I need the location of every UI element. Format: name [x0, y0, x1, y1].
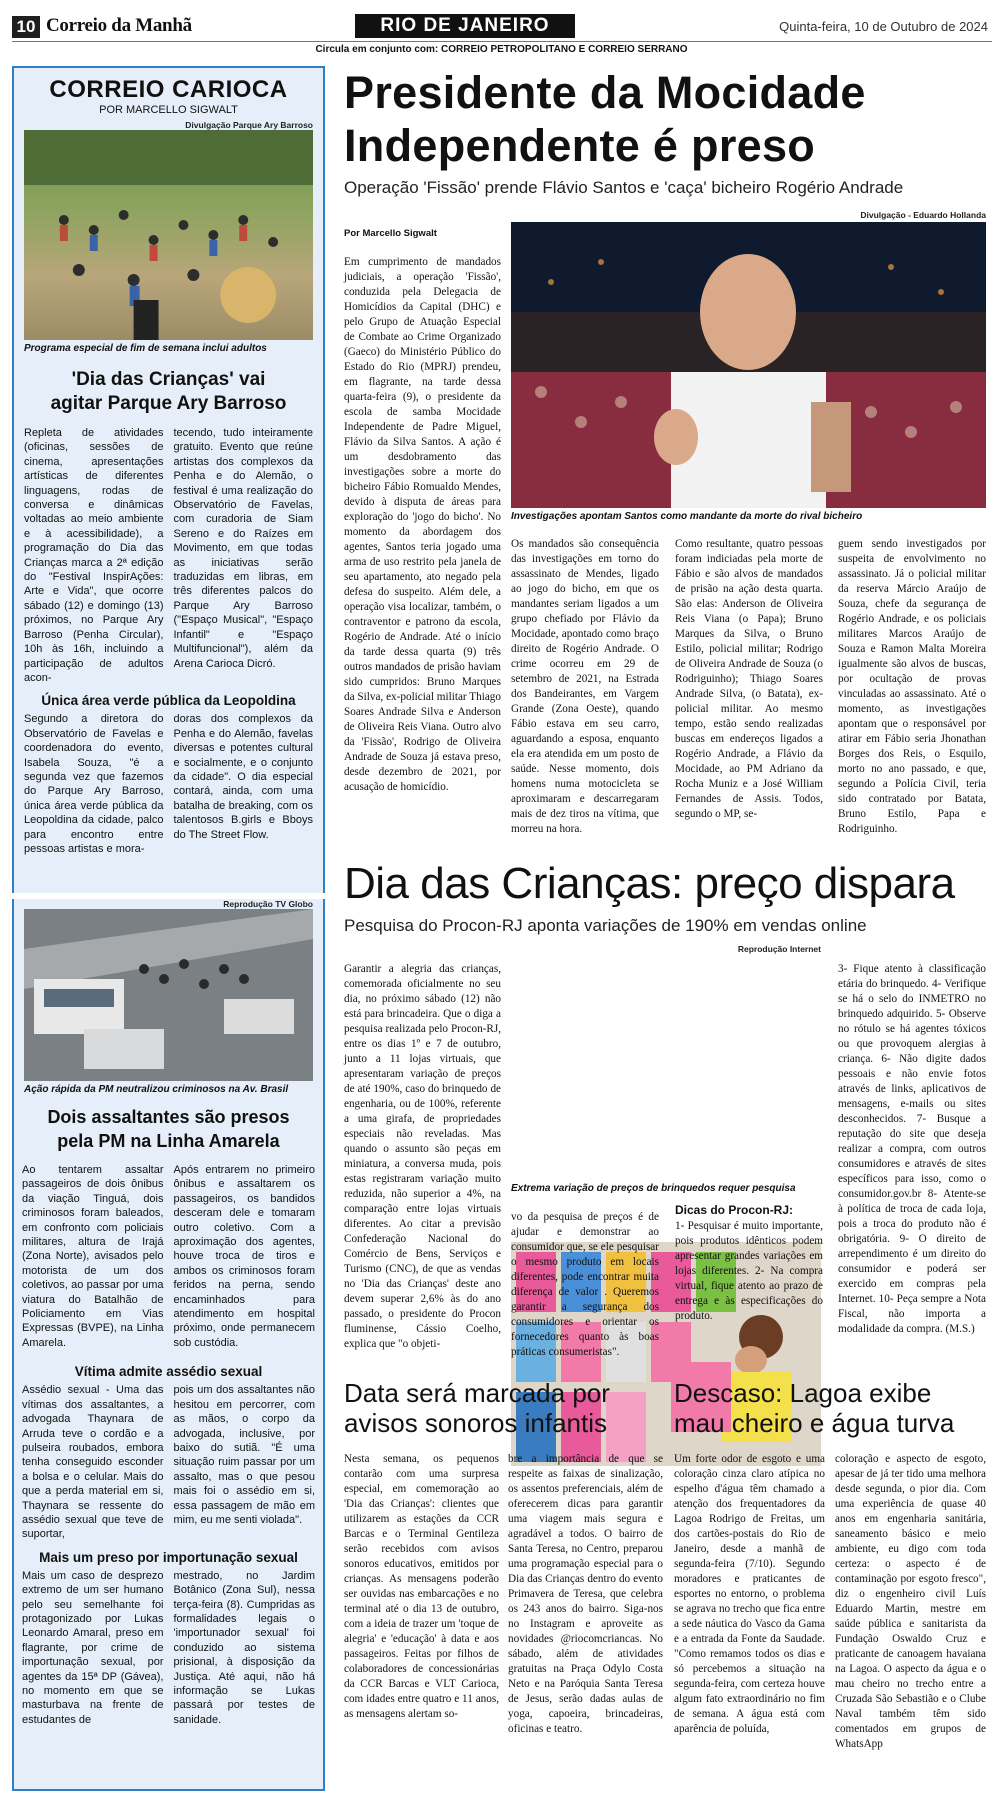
story2-col-3: 1- Pesquisar é muito importante, pois produtos idênticos podem apresentar grandes variações em lojas diferentes. 2- Na compra virtual, fique atento ao prazo de entrega e às especificações do produto.	[675, 1220, 823, 1322]
lead-col-1: Em cumprimento de mandados judiciais, a operação 'Fissão', conduzida pela Delegacia de Homicídios da Capital (DHC) e pelo Grupo de Atuação Especial de Combate ao Crime Organizado (Gaeco) do Ministério Público do Estado do Rio (MPRJ) prendeu, em flagrante, na tarde dessa quarta-feira (9), o presidente da escola de samba Mocidade Independente de Padre Miguel, Flávio da Silva Santos. A ação é um desdobramento das investigações sobre a morte do bicheiro Fábio Romualdo Mendes, devido à disputa de áreas para exploração do 'jogo do bicho'. No momento da abordagem dos agentes, Santos teria jogado uma arma de uso restrito pela janela de seu apartamento, ato negado pela defesa do suspeito. Além dele, a operação visa localizar, também, o contraventor e patrono da escola, Rogério de Andrade. Até o início da tarde dessa quarta (9) três outros mandados de prisão haviam sido cumpridos: Bruno Marques da Silva, ex-policial militar Thiago Soares Andrade Silva e Anderson de Oliveira Reis Viana. Outro alvo da 'Fissão', Rodrigo de Oliveira Andrade de Souza já estava preso, desde dezembro de 2021, por acusação de homicídio.	[344, 256, 501, 793]
lead-col-3: Como resultante, quatro pessoas foram indiciadas pela morte de Fábio e são alvos de mandados de prisão na ação desta quarta. São elas: Anderson de Oliveira Reis Viana (o Papa); Bruno Marques da Silva, o Bruno Estilo, policial militar; Rodrigo de Oliveira Andrade de Souza (o Rodriguinho); Thiago Soares Andrade Silva, (o Batata), ex-policial militar. Ao mesmo tempo, estão sendo realizadas buscas em endereços ligados a Rogério Andrade, a Flávio da Mocidade, ao PM Adriano da Rocha Muniz e a José William Fernandes de Assis. Todos, segundo o MP, se-	[675, 538, 823, 820]
photo-credit: Reprodução Internet	[737, 944, 821, 954]
samba-photo-illustration	[511, 222, 986, 508]
page-number: 10	[12, 16, 40, 38]
issue-date: Quinta-feira, 10 de Outubro de 2024	[779, 19, 988, 34]
highway-illustration	[24, 909, 313, 1081]
story4-col-1: Um forte odor de esgoto e uma coloração cinza claro atípica no espelho d'água têm chamado a atenção dos frequentadores da Lagoa Rodrigo de Freitas, um dos cartões-postais do Rio de Janeiro, desde a manhã de segunda-feira (7/10). Segundo moradores e praticantes de esportes no entorno, o problema se agrava no trecho que fica entre a sede náutica do Vasco da Gama e a entrada da Fonte da Saudade. "Como remamos todos os dias e só percebemos a situação na segunda-feira, com certeza houve algum fato extraordinário no fim de semana. A água está com aparência de poluída,	[674, 1453, 825, 1735]
subheading: Mais um preso por importunação sexual	[39, 1549, 298, 1565]
lead-subhead: Operação 'Fissão' prende Flávio Santos e 'caça' bicheiro Rogério Andrade	[344, 178, 904, 197]
police-photo	[24, 909, 313, 1081]
paper-name: Correio da Manhã	[46, 15, 192, 36]
lead-photo	[511, 222, 986, 508]
photo-caption: Ação rápida da PM neutralizou criminosos na Av. Brasil	[24, 1084, 289, 1095]
story-text: Mais um caso de desprezo extremo de um ser humano pelo seu semelhante foi protagonizado por Lukas Leonardo Amaral, preso em flagrante, por crime de importunação sexual, por agentes da 15ª DP (Gávea), no momento em que se masturbava na frente de estudantes de	[22, 1569, 164, 1726]
crowd-illustration	[24, 130, 313, 340]
story3-col-1: Nesta semana, os pequenos contarão com uma surpresa especial, em comemoração ao 'Dia das Crianças': clientes que utilizarem as estações da CCR Barcas e o Terminal Gentileza serão recebidos com avisos sonoros educativos, emitidos por crianças. As mensagens poderão ser ouvidas nas embarcações e no terminal até o dia 13 de outubro, com a ideia de trazer um 'toque de alegria' e 'educação' à data e aos passageiros. Feitas por filhos de colaboradores de concessionárias da CCR Barcas e VLT Carioca, com idades entre quatro e 11 anos, as mensagens alertam so-	[344, 1453, 499, 1720]
sidebar-story2	[14, 1105, 323, 1727]
story3-col-2: bre a importância de que se respeite as faixas de sinalização, os assentos preferenciais, além de oferecerem dicas para garantir uma viagem mais segura e agradável a todos. O bairro de Santa Teresa, no Centro, preparou uma programação especial para o Dia das Crianças dentro do evento Primavera de Teresa, que celebra os 243 anos do bairro. Siga-nos no Instagram e aproveite as novidades @riocomcriancas. No sábado, além de atividades gratuitas na Praça Odylo Costa Neto e na Paróquia Santa Teresa de Jesus, serão dadas aulas de yoga, capoeira, brincadeiras, oficinas e teatro.	[508, 1453, 663, 1735]
circulation-note: Circula em conjunto com: CORREIO PETROPOLITANO E CORREIO SERRANO	[315, 44, 688, 55]
lead-byline: Por Marcello Sigwalt	[344, 228, 437, 239]
story-text: Assédio sexual - Uma das vítimas dos assaltantes, a advogada Thaynara de Arruda teve o cordão e a pulseira roubados, embora tenha conseguido esconder a bolsa e o celular. Mais do que a perda material em si, Thaynara se ressente do assédio sexual que teve de suportar,	[22, 1384, 164, 1541]
tips-box	[675, 1203, 823, 1324]
lead-col-2: Os mandados são consequência das investigações em torno do assassinato de Mendes, ligado ao jogo do bicho, em que os mandantes seriam ligados a um grupo chefiado por Flávio da Mocidade, apontado como braço direito de Rogério Andrade. O crime ocorreu em 29 de setembro de 2021, na Estrada dos Bandeirantes, em Vargem Grande (Zona Oeste), quando Fábio estava em seu carro, aguardando a esposa, enquanto ela era atendida em um posto de saúde. Nesse momento, dois homens numa motocicleta se aproximaram e descarregaram mais de dez tiros na vítima, que morreu na hora.	[511, 538, 659, 835]
story-headline: Dois assaltantes são presos pela PM na Linha Amarela	[47, 1107, 290, 1151]
story-text: Repleta de atividades (oficinas, sessões de cinema, apresentações artísticas de diferentes linguagens, rodas de conversa e dinâmicas voltadas ao meio ambiente e à acessibilidade), a programação do Dia das Crianças marca a 2ª edição do "Festival InspirAções: Arte e Vida", que ocorre sábado (12) e domingo (13) próximos, no Parque Ary Barroso (Penha Circular), 10h às 16h, incluindo a participação de adultos acon-	[24, 427, 164, 684]
story2-col-2: vo da pesquisa de preços é de ajudar e demonstrar ao consumidor que, se ele pesquisar o mesmo produto em locais diferentes, pode encontrar muita diferença de valor . Queremos garantir a segurança dos consumidores e orientar os fornecedores quanto às boas práticas consumeristas".	[511, 1211, 659, 1358]
photo-caption: Investigações apontam Santos como mandante da morte do rival bicheiro	[511, 511, 863, 522]
sidebar-byline: POR MARCELLO SIGWALT	[99, 104, 238, 116]
story2-headline: Dia das Crianças: preço dispara	[344, 859, 955, 908]
story-text: tecendo, tudo inteiramente gratuito. Evento que reúne artistas dos complexos da Penha e do Alemão, o festival é uma realização do Observatório de Favelas, com curadoria de Siam Sereno e do Raízes em Movimento, em que todas as iniciativas serão traduzidas em libras, em três diferentes palcos do Parque Ary Barroso ("Espaço Musical", "Espaço Infantil" e "Espaço Multifuncional"), além da Arena Carioca Dicró.	[173, 427, 313, 670]
story2-col-1: Garantir a alegria das crianças, comemorada oficialmente no seu dia, no próximo sábado (12) não está para brincadeira. Que o diga a pesquisa realizada pelo Procon-RJ, entre os dias 1º e 7 de outubro, junto a 11 lojas virtuais, que apresentaram variação de preços de até 190%, caso do brinquedo de engenharia, ou de 100%, referente a uma girafa, de propriedades especiais não reveladas. Mas quando o assunto são peças em miniatura, a conversa muda, pois estas registraram variação muito reduzida, não superior a 4%, na comparação entre lojas virtuais diferentes. Ao citar a previsão Confederação Nacional do Comércio de Bens, Serviços e Turismo (CNC), de que as vendas no 'Dia das Crianças' deste ano devem superar 2,6% às do ano passado, o presidente do Procon fluminense, Cássio Coelho, explica que "o objeti-	[344, 963, 501, 1350]
photo-credit: Divulgação Parque Ary Barroso	[185, 120, 313, 130]
photo-credit: Reprodução TV Globo	[223, 899, 313, 909]
header-rule	[12, 41, 992, 42]
story-text: pois um dos assaltantes não hesitou em percorrer, com as mãos, o corpo da advogada, inclusive, por baixo do sutiã. "É uma situação ruim passar por um assalto, mas o que pesou mais foi o assédio em si, essa passagem de mão em mim, eu me senti violada".	[173, 1384, 315, 1526]
section-banner: RIO DE JANEIRO	[355, 14, 575, 38]
story-headline: 'Dia das Crianças' vai agitar Parque Ary Barroso	[50, 369, 287, 414]
subheading: Única área verde pública da Leopoldina	[41, 693, 296, 709]
masthead	[12, 14, 992, 40]
photo-caption: Programa especial de fim de semana inclui adultos	[24, 343, 267, 354]
lead-col-4: guem sendo investigados por suspeita de envolvimento no assassinato. Já o policial militar da reserva Márcio Araújo de Souza, chefe da segurança de Rogério Andrade, e os policiais militares Marcos Araújo de Souza e Ramon Malta Moreira igualmente são alvos de buscas, por ocultação de provas vinculadas ao assassinato. Até o momento, as investigações apontam que o responsável por atirar em Fábio seria Jhonathan Borges dos Reis, o Esquilo, morto no ano passado, e que, segundo a Polícia Civil, teria sido contratado por Batata, Bruno Estilo, Papa e Rodriguinho.	[838, 538, 986, 835]
sidebar-header	[14, 68, 323, 116]
story-text: Ao tentarem assaltar passageiros de dois ônibus da viação Tinguá, dois criminosos foram baleados, em confronto com policiais militares, altura de Irajá (Zona Norte), avisados pelo motorista de um dos coletivos, ao passar por uma viatura do Batalhão de Policiamento em Vias Expressas (BVPE), na Linha Amarela.	[22, 1164, 164, 1349]
story-text: mestrado, no Jardim Botânico (Zona Sul), nessa terça-feira (8). Cumpridas as formalidades legais o 'importunador sexual' foi conduzido ao sistema prisional, à disposição da Justiça. Até aqui, não há informação se Lukas passará por testes de sanidade.	[173, 1569, 315, 1726]
story-text: doras dos complexos da Penha e do Alemão, favelas diversas e potentes cultural e socialmente, e o conjunto da cidade". O dia especial contará, ainda, com uma batalha de breaking, com os talentosos B.girls e Bboys do The Street Flow.	[173, 713, 313, 841]
story-text: Após entrarem no primeiro ônibus e assaltarem os passageiros, os bandidos desceram dele e tomaram outro coletivo. Com a aproximação dos agentes, houve troca de tiros e ambos os criminosos foram feridos na perna, sendo encaminhados para atendimento em hospital próximo, onde permanecem sob custódia.	[173, 1164, 315, 1349]
sidebar-lower	[24, 899, 313, 1095]
story3-headline: Data será marcada por avisos sonoros infantis	[344, 1378, 610, 1438]
photo-credit: Divulgação - Eduardo Hollanda	[860, 210, 986, 220]
lead-headline: Presidente da Mocidade Independente é preso	[344, 67, 866, 171]
sidebar-title: CORREIO CARIOCA	[49, 76, 288, 103]
story2-subhead: Pesquisa do Procon-RJ aponta variações de 190% em vendas online	[344, 916, 867, 935]
park-photo	[24, 130, 313, 340]
story4-headline: Descaso: Lagoa exibe mau cheiro e água turva	[674, 1378, 955, 1438]
tips-title: Dicas do Procon-RJ:	[675, 1203, 794, 1217]
subheading: Vítima admite assédio sexual	[74, 1364, 263, 1380]
story4-col-2: coloração e aspecto de esgoto, apesar de já ter tido uma melhora desde segunda, o pior dia. Com uma experiência de quase 40 anos em engenharia sanitária, saneamento básico e meio ambiente, eu digo com toda certeza: o aspecto é de contaminação por esgoto fresco", diz o engenheiro civil Luís Eduardo Martin, mestre em saúde pública e sanitarista da Fundação Oswaldo Cruz e praticante de canoagem havaiana na Lagoa. O aspecto da água e o mau cheiro no trecho entre a Cruzada São Sebastião e o Clube Naval também têm sido comentados em grupos de WhatsApp	[835, 1453, 986, 1750]
photo-caption: Extrema variação de preços de brinquedos requer pesquisa	[511, 1183, 796, 1194]
story-text: Segundo a diretora do Observatório de Favelas e coordenadora do evento, Isabela Souza, "é a segunda vez que fazemos do Parque Ary Barroso, única área verde pública da Leopoldina da cidade, palco para encontro entre pessoas artistas e mora-	[24, 713, 164, 855]
story2-col-4: 3- Fique atento à classificação etária do brinquedo. 4- Verifique se há o selo do INMETRO no brinquedo adquirido. 5- Observe no rótulo se há agentes tóxicos ou que provoquem alergias à criança. 6- Não digite dados pessoais e não envie fotos através de links, aplicativos de mensagens, e-mails ou sites desconhecidos. 7- Busque a reputação do site que deseja realizar a compra, com outros consumidores e através de sites específicos para isso, como o consumidor.gov.br 8- Atente-se à política de troca de cada loja, pois a troca do produto não é obrigatória. 9- O direito de arrependimento é um direito do consumidor e poderá ser exercido em compras pela Internet. 10- Peça sempre a Nota Fiscal, não importa a modalidade da compra. (M.S.)	[838, 963, 986, 1335]
